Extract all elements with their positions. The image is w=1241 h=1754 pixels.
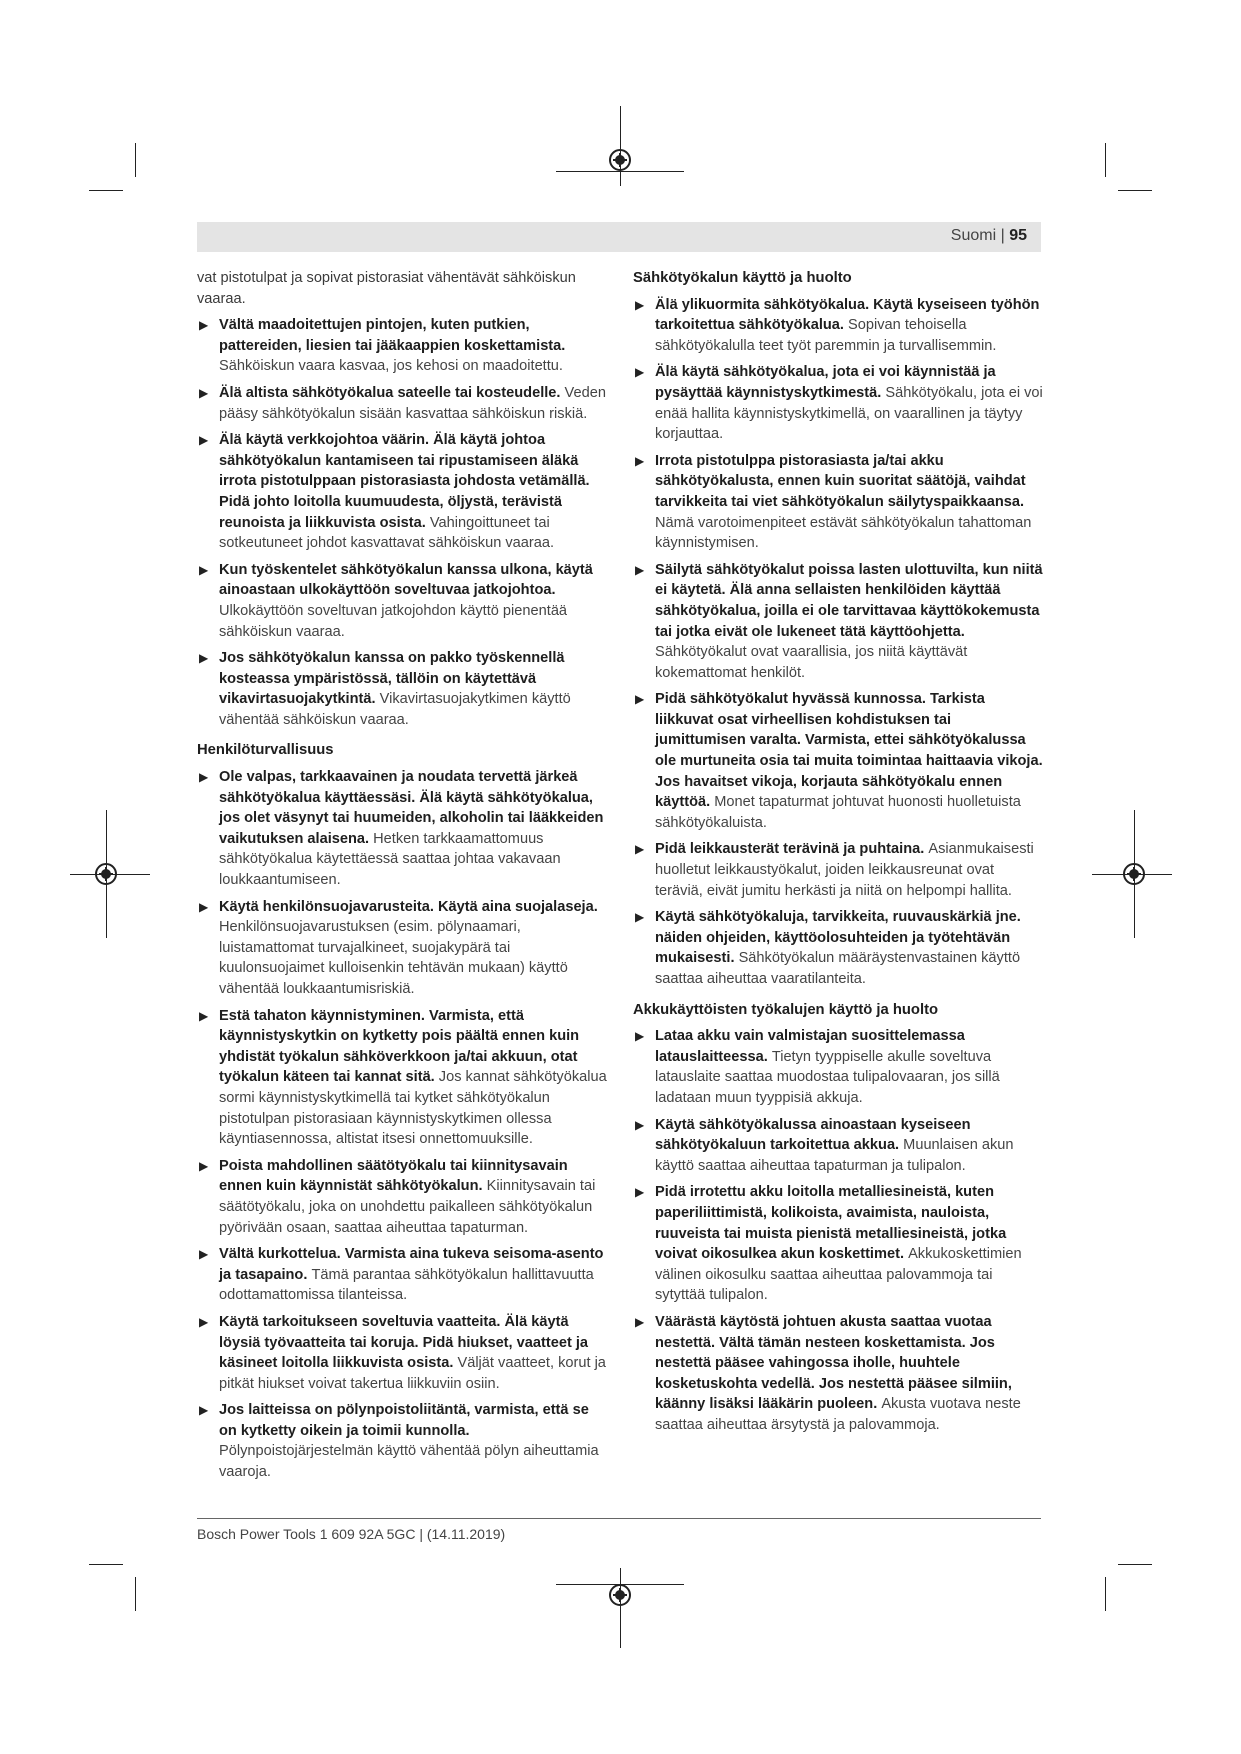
- item-plain-text: Väljät vaatteet, korut ja pitkät hiukset voivat takertua liikkuviin osiin.: [219, 1355, 606, 1392]
- list-item: [633, 362, 1043, 444]
- list-item: [197, 1006, 607, 1150]
- page-number: 95: [1009, 227, 1027, 244]
- list-item: [633, 1312, 1043, 1436]
- item-plain-text: Sähkötyökalu, jota ei voi enää hallita käynnistyskytkimellä, on vaarallinen ja täytyy korjauttaa.: [655, 384, 1043, 443]
- triangle-right-icon: ▶: [199, 770, 209, 785]
- item-plain-text: Asianmukaisesti huolletut leikkaustyökalut, joiden leikkausreunat ovat teräviä, eivät jumitu herkästi ja niitä on helpompi hallita.: [655, 841, 1034, 899]
- triangle-right-icon: ▶: [635, 297, 645, 312]
- triangle-right-icon: ▶: [635, 1117, 645, 1132]
- list-item: [633, 295, 1043, 357]
- left-column: [197, 268, 607, 1489]
- list-item: [197, 767, 607, 891]
- triangle-right-icon: ▶: [635, 562, 645, 577]
- triangle-right-icon: ▶: [635, 1314, 645, 1329]
- list-item: [197, 1156, 607, 1238]
- item-bold-text: Jos laitteissa on pölynpoistoliitäntä, varmista, että se on kytketty oikein ja toimii kunnolla.: [219, 1402, 589, 1439]
- triangle-right-icon: ▶: [199, 318, 209, 333]
- crop-mark-top-left-h: [89, 190, 123, 191]
- crop-mark-top-left-v: [135, 143, 136, 177]
- item-bold-text: Älä altista sähkötyökalua sateelle tai kosteudelle.: [219, 384, 565, 401]
- battery-use-list: [633, 1026, 1043, 1435]
- personal-safety-list: [197, 767, 607, 1483]
- item-bold-text: Irrota pistotulppa pistorasiasta ja/tai akku sähkötyökalusta, ennen kuin suoritat säätöjä, vaihdat tarvikkeita tai viet sähkötyökalun säilytyspaikkaansa.: [655, 452, 1026, 510]
- item-bold-text: Estä tahaton käynnistyminen. Varmista, että käynnistyskytkin on kytketty pois päältä ennen kuin yhdistät työkalun sähköverkkoon ja/tai akkuun, otat työkalun käteen tai kannat sitä.: [219, 1007, 580, 1086]
- item-bold-text: Käytä sähkötyökalussa ainoastaan kyseiseen sähkötyökaluun tarkoitettua akkua.: [655, 1116, 971, 1154]
- footer-divider: [197, 1518, 1041, 1519]
- triangle-right-icon: ▶: [199, 385, 209, 400]
- header-language: Suomi: [950, 227, 997, 244]
- item-plain-text: Veden pääsy sähkötyökalun sisään kasvattaa sähköiskun riskiä.: [219, 384, 606, 422]
- list-item: [197, 648, 607, 730]
- list-item: [197, 315, 607, 377]
- item-plain-text: Sopivan tehoisella sähkötyökalulla teet työt paremmin ja turvallisemmin.: [655, 317, 997, 354]
- item-bold-text: Älä käytä verkkojohtoa väärin. Älä käytä johtoa sähkötyökalun kantamiseen tai ripustamiseen äläkä irrota pistotulppaan pistorasiasta johdosta vetämällä. Pidä johto loitolla kuumuudesta, öljystä, terävistä reunoista ja liikkuvista osista.: [219, 432, 590, 531]
- item-bold-text: Säilytä sähkötyökalut poissa lasten ulottuvilta, kun niitä ei käytetä. Älä anna sellaisten henkilöiden käyttää sähkötyökalua, joilla ei ole tarvittavaa käyttökokemusta tai jotka eivät ole lukeneet tätä käyttöohjetta.: [655, 561, 1043, 640]
- item-plain-text: Sähköiskun vaara kasvaa, jos kehosi on maadoitettu.: [219, 358, 563, 375]
- triangle-right-icon: ▶: [199, 1403, 209, 1418]
- list-item: [633, 451, 1043, 554]
- item-plain-text: Akusta vuotava neste saattaa aiheuttaa ärsytystä ja palovammoja.: [655, 1396, 1021, 1433]
- item-bold-text: Vältä maadoitettujen pintojen, kuten putkien, pattereiden, liesien tai jääkaappien koskettamista.: [219, 317, 566, 354]
- triangle-right-icon: ▶: [635, 1185, 645, 1200]
- item-plain-text: Hetken tarkkaamattomuus sähkötyökalua käytettäessä saattaa johtaa vakavaan loukkaantumiseen.: [219, 830, 561, 889]
- triangle-right-icon: ▶: [199, 1158, 209, 1173]
- triangle-right-icon: ▶: [635, 910, 645, 925]
- crop-mark-bottom-right-v: [1105, 1577, 1106, 1611]
- heading-tool-use: Sähkötyökalun käyttö ja huolto: [633, 270, 852, 286]
- list-item: [633, 560, 1043, 684]
- triangle-right-icon: ▶: [635, 453, 645, 468]
- item-bold-text: Käytä henkilönsuojavarusteita. Käytä aina suojalaseja.: [219, 898, 598, 915]
- triangle-right-icon: ▶: [199, 1008, 209, 1023]
- crop-mark-bottom-left-h: [89, 1564, 123, 1565]
- crop-mark-top-right-v: [1105, 143, 1106, 177]
- item-bold-text: Käytä sähkötyökaluja, tarvikkeita, ruuvauskärkiä jne. näiden ohjeiden, käyttöolosuhteiden ja työtehtävän mukaisesti.: [655, 909, 1021, 967]
- list-item: [197, 430, 607, 554]
- heading-battery-use: Akkukäyttöisten työkalujen käyttö ja huolto: [633, 1001, 939, 1018]
- electric-safety-list: [197, 315, 607, 730]
- registration-mark-icon: [1123, 863, 1145, 885]
- item-bold-text: Pidä sähkötyökalut hyvässä kunnossa. Tarkista liikkuvat osat virheellisen kohdistuksen tai jumittumisen varalta. Varmista, ettei sähkötyökalussa ole murtuneita osia tai muita toimintaa haittaavia vikoja. Jos havaitset vikoja, korjauta sähkötyökalu ennen käyttöä.: [655, 691, 1043, 811]
- item-bold-text: Jos sähkötyökalun kanssa on pakko työskennellä kosteassa ympäristössä, tällöin on käytettävä vikavirtasuojakytkintä.: [219, 650, 565, 708]
- reg-line-top-h: [556, 171, 684, 172]
- item-plain-text: Kiinnitysavain tai säätötyökalu, joka on unohdettu paikalleen sähkötyökalun pyörivään osaan, saattaa aiheuttaa tapaturman.: [219, 1178, 596, 1236]
- registration-mark-icon: [609, 1584, 631, 1606]
- page-header: [197, 222, 1041, 252]
- list-item: [633, 1026, 1043, 1108]
- triangle-right-icon: ▶: [199, 899, 209, 914]
- triangle-right-icon: ▶: [199, 562, 209, 577]
- item-plain-text: Tämä parantaa sähkötyökalun hallittavuutta odottamattomissa tilanteissa.: [219, 1266, 594, 1304]
- triangle-right-icon: ▶: [635, 692, 645, 707]
- item-plain-text: Vahingoittuneet tai sotkeutuneet johdot kasvattavat sähköiskun vaaraa.: [219, 514, 555, 552]
- item-plain-text: Sähkötyökalun määräystenvastainen käyttö saattaa aiheuttaa vaaratilanteita.: [655, 950, 1021, 987]
- list-item: [197, 560, 607, 642]
- triangle-right-icon: ▶: [199, 1247, 209, 1262]
- list-item: [197, 1244, 607, 1306]
- list-item: [197, 1312, 607, 1394]
- item-plain-text: Jos kannat sähkötyökalua sormi käynnistyskytkimellä tai kytket sähkötyökalun pistotulpan pistorasiaan käynnistyskytkimen ollessa käyntiasennossa, altistat itsesi onnettomuuksille.: [219, 1069, 607, 1148]
- item-bold-text: Älä ylikuormita sähkötyökalua. Käytä kyseiseen työhön tarkoitettua sähkötyökalua.: [655, 296, 1040, 334]
- crop-mark-bottom-left-v: [135, 1577, 136, 1611]
- reg-line-top-v: [620, 106, 621, 186]
- registration-mark-icon: [609, 149, 631, 171]
- header-separator: |: [1000, 227, 1005, 244]
- item-plain-text: Ulkokäyttöön soveltuvan jatkojohdon käyttö pienentää sähköiskun vaaraa.: [219, 602, 568, 640]
- triangle-right-icon: ▶: [199, 1314, 209, 1329]
- registration-mark-icon: [95, 863, 117, 885]
- list-item: [197, 897, 607, 1000]
- list-item: [633, 689, 1043, 833]
- item-bold-text: Ole valpas, tarkkaavainen ja noudata tervettä järkeä sähkötyökalua käyttäessäsi. Älä käytä sähkötyökalua, jos olet väsynyt tai huumeiden, alkoholin tai lääkkeiden vaikutuksen alaisena.: [219, 769, 604, 847]
- item-bold-text: Lataa akku vain valmistajan suosittelemassa latauslaitteessa.: [655, 1028, 965, 1065]
- item-plain-text: Sähkötyökalut ovat vaarallisia, jos niitä käyttävät kokemattomat henkilöt.: [655, 644, 968, 681]
- list-item: [633, 1115, 1043, 1177]
- item-bold-text: Kun työskentelet sähkötyökalun kanssa ulkona, käytä ainoastaan ulkokäyttöön soveltuvaa jatkojohtoa.: [219, 561, 593, 599]
- list-item: [633, 839, 1043, 901]
- tool-use-list: [633, 295, 1043, 990]
- item-bold-text: Väärästä käytöstä johtuen akusta saattaa vuotaa nestettä. Vältä tämän nesteen koskettamista. Jos nestettä pääsee vahingossa iholle, huuhtele kosketuskohta vedellä. Jos nestettä pääsee silmiin, käänny lisäksi lääkärin puoleen.: [655, 1313, 1012, 1413]
- item-plain-text: Monet tapaturmat johtuvat huonosti huolletuista sähkötyökaluista.: [655, 794, 1021, 831]
- right-column: [633, 268, 1043, 1441]
- list-item: [633, 1182, 1043, 1306]
- crop-mark-bottom-right-h: [1118, 1564, 1152, 1565]
- triangle-right-icon: ▶: [635, 1029, 645, 1044]
- item-plain-text: Akkukoskettimien välinen oikosulku saattaa aiheuttaa palovammoja tai sytyttää tulipalon.: [655, 1246, 1022, 1304]
- header-text: [951, 227, 1027, 245]
- item-bold-text: Poista mahdollinen säätötyökalu tai kiinnitysavain ennen kuin käynnistät sähkötyökalun.: [219, 1157, 568, 1195]
- triangle-right-icon: ▶: [199, 433, 209, 448]
- item-plain-text: Pölynpoistojärjestelmän käyttö vähentää pölyn aiheuttamia vaaroja.: [219, 1443, 599, 1481]
- item-bold-text: Älä käytä sähkötyökalua, jota ei voi käynnistää ja pysäyttää käynnistyskytkimestä.: [655, 364, 996, 401]
- item-plain-text: Muunlaisen akun käyttö saattaa aiheuttaa tapaturman ja tulipalon.: [655, 1137, 1014, 1174]
- item-bold-text: Vältä kurkottelua. Varmista aina tukeva seisoma-asento ja tasapaino.: [219, 1246, 604, 1283]
- triangle-right-icon: ▶: [635, 842, 645, 857]
- item-plain-text: Henkilönsuojavarustuksen (esim. pölynaamari, luistamattomat turvajalkineet, suojakypärä tai kuulonsuojaimet kulloisenkin tehtävän mukaan) käyttö vähentää loukkaantumisriskiä.: [219, 919, 568, 997]
- item-bold-text: Käytä tarkoitukseen soveltuvia vaatteita. Älä käytä löysiä työvaatteita tai koruja. Pidä hiukset, vaatteet ja käsineet loitolla liikkuvista osista.: [219, 1313, 589, 1372]
- item-plain-text: Tietyn tyyppiselle akulle soveltuva latauslaite saattaa muodostaa tulipalovaaran, jos sillä ladataan muun tyyppisiä akkuja.: [655, 1048, 1000, 1106]
- item-plain-text: Vikavirtasuojakytkimen käyttö vähentää sähköiskun vaaraa.: [219, 691, 571, 728]
- footer-text: Bosch Power Tools 1 609 92A 5GC | (14.11.2019): [197, 1526, 506, 1542]
- item-bold-text: Pidä irrotettu akku loitolla metalliesineistä, kuten paperiliittimistä, kolikoista, avaimista, nauloista, ruuveista tai muista pienistä metalliesineistä, jotka voivat oikosulkea akun koskettimet.: [655, 1184, 1007, 1263]
- triangle-right-icon: ▶: [199, 651, 209, 666]
- item-bold-text: Pidä leikkausterät terävinä ja puhtaina.: [655, 841, 929, 858]
- triangle-right-icon: ▶: [635, 365, 645, 380]
- item-plain-text: Nämä varotoimenpiteet estävät sähkötyökalun tahattoman käynnistymisen.: [655, 514, 1032, 552]
- list-item: [633, 907, 1043, 989]
- crop-mark-top-right-h: [1118, 190, 1152, 191]
- list-item: [197, 1400, 607, 1482]
- intro-text: vat pistotulpat ja sopivat pistorasiat vähentävät sähköiskun vaaraa.: [197, 270, 576, 307]
- heading-personal-safety: Henkilöturvallisuus: [197, 742, 334, 759]
- reg-line-bottom-v: [620, 1568, 621, 1648]
- list-item: [197, 383, 607, 424]
